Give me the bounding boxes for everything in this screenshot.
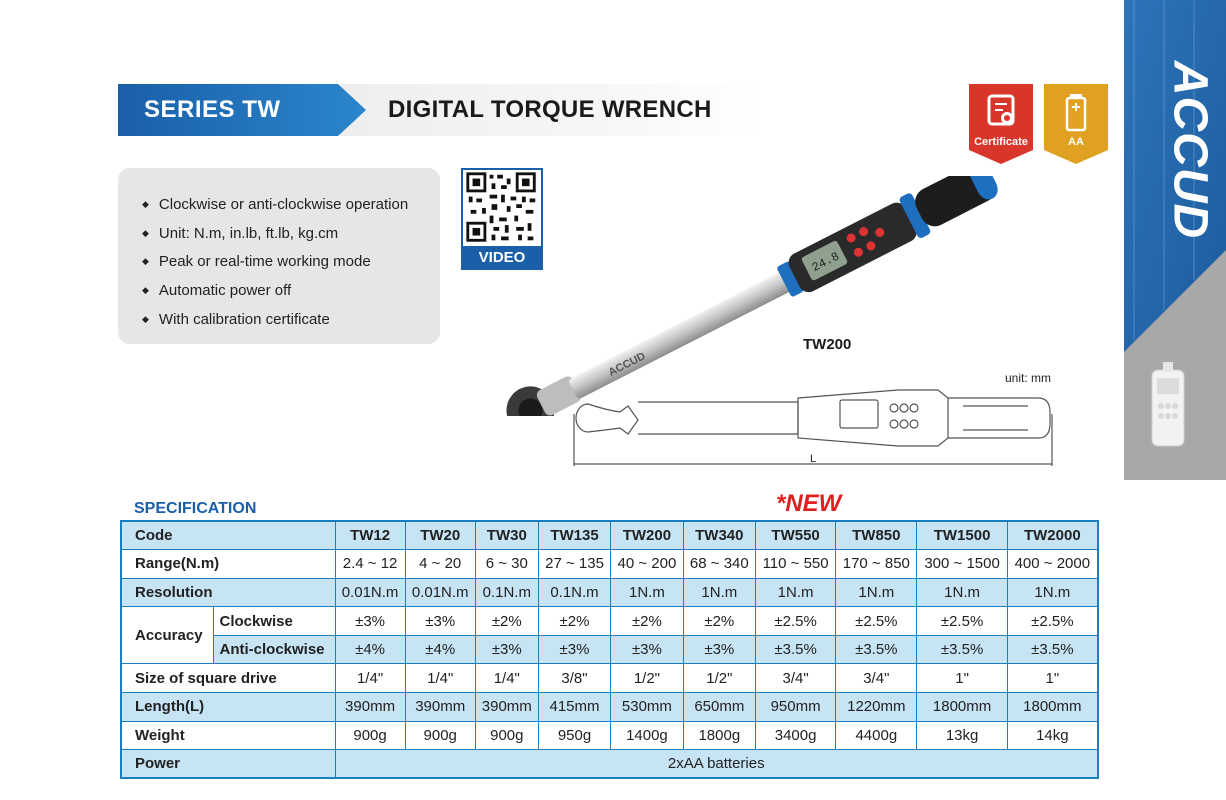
- table-cell: ±3%: [475, 635, 538, 664]
- table-cell: 900g: [405, 721, 475, 750]
- row-label: Accuracy: [121, 607, 213, 664]
- table-row-power: [121, 750, 1098, 779]
- table-cell: 300 ~ 1500: [917, 550, 1007, 579]
- table-cell: ±3.5%: [756, 635, 836, 664]
- feature-item: [142, 276, 440, 305]
- table-cell: 0.01N.m: [405, 578, 475, 607]
- table-cell: 1220mm: [836, 693, 917, 722]
- table-cell: ±3%: [335, 607, 405, 636]
- table-cell: ±2.5%: [756, 607, 836, 636]
- feature-text: Peak or real-time working mode: [158, 253, 371, 271]
- battery-label: AA: [1068, 136, 1084, 148]
- table-cell: 900g: [475, 721, 538, 750]
- table-row-accuracy-clockwise: [121, 607, 1098, 636]
- diamond-bullet-icon: ◆: [142, 285, 149, 296]
- table-cell: 1N.m: [756, 578, 836, 607]
- feature-item: [142, 190, 440, 219]
- feature-text: Clockwise or anti-clockwise operation: [158, 195, 409, 213]
- table-row-code: [121, 521, 1098, 550]
- table-cell: 650mm: [683, 693, 755, 722]
- table-cell: ±3%: [611, 635, 683, 664]
- device-icon: [1148, 362, 1188, 448]
- table-row-weight: [121, 721, 1098, 750]
- table-cell: ±3%: [683, 635, 755, 664]
- table-cell: 390mm: [475, 693, 538, 722]
- table-row-length: [121, 693, 1098, 722]
- row-label: Code: [121, 521, 335, 550]
- model-cell: TW12: [335, 521, 405, 550]
- length-dimension-label: L: [810, 453, 817, 465]
- table-cell: 1N.m: [836, 578, 917, 607]
- diamond-bullet-icon: ◆: [142, 256, 149, 267]
- certificate-badge: [969, 84, 1033, 164]
- table-cell: ±2%: [683, 607, 755, 636]
- table-cell: 1/4": [475, 664, 538, 693]
- table-cell: ±2.5%: [836, 607, 917, 636]
- table-cell: ±4%: [335, 635, 405, 664]
- table-row-drive: [121, 664, 1098, 693]
- table-cell: 4400g: [836, 721, 917, 750]
- table-cell: 1N.m: [611, 578, 683, 607]
- model-cell: TW850: [836, 521, 917, 550]
- table-cell: 14kg: [1007, 721, 1098, 750]
- table-row-range: [121, 550, 1098, 579]
- table-cell: ±4%: [405, 635, 475, 664]
- table-cell: 3/8": [538, 664, 610, 693]
- unit-note: unit: mm: [1005, 371, 1052, 385]
- table-cell: 170 ~ 850: [836, 550, 917, 579]
- model-caption: TW200: [803, 336, 852, 353]
- table-cell: 390mm: [405, 693, 475, 722]
- table-cell: 1800mm: [1007, 693, 1098, 722]
- table-cell: 530mm: [611, 693, 683, 722]
- table-cell: 415mm: [538, 693, 610, 722]
- series-name: SERIES TW: [144, 96, 281, 123]
- table-cell: 1/4": [335, 664, 405, 693]
- feature-list: [118, 168, 440, 344]
- table-cell: 1": [917, 664, 1007, 693]
- model-cell: TW135: [538, 521, 610, 550]
- model-cell: TW340: [683, 521, 755, 550]
- table-cell: ±2%: [475, 607, 538, 636]
- video-label: VIDEO: [461, 246, 543, 270]
- table-cell: 0.1N.m: [538, 578, 610, 607]
- model-cell: TW2000: [1007, 521, 1098, 550]
- table-cell: 40 ~ 200: [611, 550, 683, 579]
- row-label: Weight: [121, 721, 335, 750]
- table-cell: ±2.5%: [1007, 607, 1098, 636]
- table-cell: ±3%: [405, 607, 475, 636]
- table-cell: 1400g: [611, 721, 683, 750]
- row-label: Resolution: [121, 578, 335, 607]
- feature-item: [142, 248, 440, 277]
- table-cell: 1/2": [611, 664, 683, 693]
- display-reading: 24.8: [809, 249, 842, 275]
- feature-item: [142, 305, 440, 334]
- table-cell: 1800g: [683, 721, 755, 750]
- model-cell: TW30: [475, 521, 538, 550]
- table-cell: ±3.5%: [917, 635, 1007, 664]
- model-cell: TW1500: [917, 521, 1007, 550]
- table-cell: 950mm: [756, 693, 836, 722]
- table-cell: 390mm: [335, 693, 405, 722]
- spec-table: [120, 520, 1099, 779]
- feature-text: Automatic power off: [158, 282, 292, 300]
- diamond-bullet-icon: ◆: [142, 227, 149, 238]
- table-cell: ±2.5%: [917, 607, 1007, 636]
- table-cell: 900g: [335, 721, 405, 750]
- battery-badge: [1044, 84, 1108, 164]
- feature-text: With calibration certificate: [158, 311, 330, 329]
- table-cell: ±2%: [538, 607, 610, 636]
- table-cell: ±2%: [611, 607, 683, 636]
- torque-wrench-image: [495, 176, 1025, 416]
- table-cell: 400 ~ 2000: [1007, 550, 1098, 579]
- table-cell: 1/4": [405, 664, 475, 693]
- table-row-resolution: [121, 578, 1098, 607]
- table-cell: ±3.5%: [1007, 635, 1098, 664]
- row-sublabel: Anti-clockwise: [213, 635, 335, 664]
- model-cell: TW20: [405, 521, 475, 550]
- diamond-bullet-icon: ◆: [142, 314, 149, 325]
- table-cell: 13kg: [917, 721, 1007, 750]
- table-cell: 1800mm: [917, 693, 1007, 722]
- row-label: Range(N.m): [121, 550, 335, 579]
- brand-logo-vertical: ACCUD: [1163, 60, 1217, 240]
- table-cell: 3/4": [756, 664, 836, 693]
- table-cell: 1N.m: [1007, 578, 1098, 607]
- wrench-brand-text: ACCUD: [606, 350, 648, 379]
- table-cell: 110 ~ 550: [756, 550, 836, 579]
- table-cell: 3400g: [756, 721, 836, 750]
- table-cell: 0.01N.m: [335, 578, 405, 607]
- row-label: Size of square drive: [121, 664, 335, 693]
- table-cell: 6 ~ 30: [475, 550, 538, 579]
- table-row-accuracy-anticlockwise: [121, 635, 1098, 664]
- page-title: DIGITAL TORQUE WRENCH: [388, 96, 712, 123]
- feature-text: Unit: N.m, in.lb, ft.lb, kg.cm: [158, 224, 339, 242]
- table-cell: 1": [1007, 664, 1098, 693]
- table-cell: 4 ~ 20: [405, 550, 475, 579]
- spec-title: SPECIFICATION: [134, 500, 257, 517]
- table-cell: 2.4 ~ 12: [335, 550, 405, 579]
- model-cell: TW200: [611, 521, 683, 550]
- table-cell: 27 ~ 135: [538, 550, 610, 579]
- series-banner: [118, 84, 368, 136]
- row-label: Length(L): [121, 693, 335, 722]
- table-cell: 2xAA batteries: [335, 750, 1098, 779]
- dimension-drawing: [568, 384, 1058, 470]
- table-cell: 3/4": [836, 664, 917, 693]
- model-cell: TW550: [756, 521, 836, 550]
- table-cell: 1/2": [683, 664, 755, 693]
- table-cell: 1N.m: [683, 578, 755, 607]
- certificate-label: Certificate: [974, 136, 1028, 148]
- new-tag: *NEW: [776, 490, 842, 517]
- diamond-bullet-icon: ◆: [142, 198, 149, 209]
- table-cell: 1N.m: [917, 578, 1007, 607]
- table-cell: ±3%: [538, 635, 610, 664]
- table-cell: 950g: [538, 721, 610, 750]
- row-sublabel: Clockwise: [213, 607, 335, 636]
- table-cell: 0.1N.m: [475, 578, 538, 607]
- feature-item: [142, 219, 440, 248]
- table-cell: ±3.5%: [836, 635, 917, 664]
- row-label: Power: [121, 750, 335, 779]
- table-cell: 68 ~ 340: [683, 550, 755, 579]
